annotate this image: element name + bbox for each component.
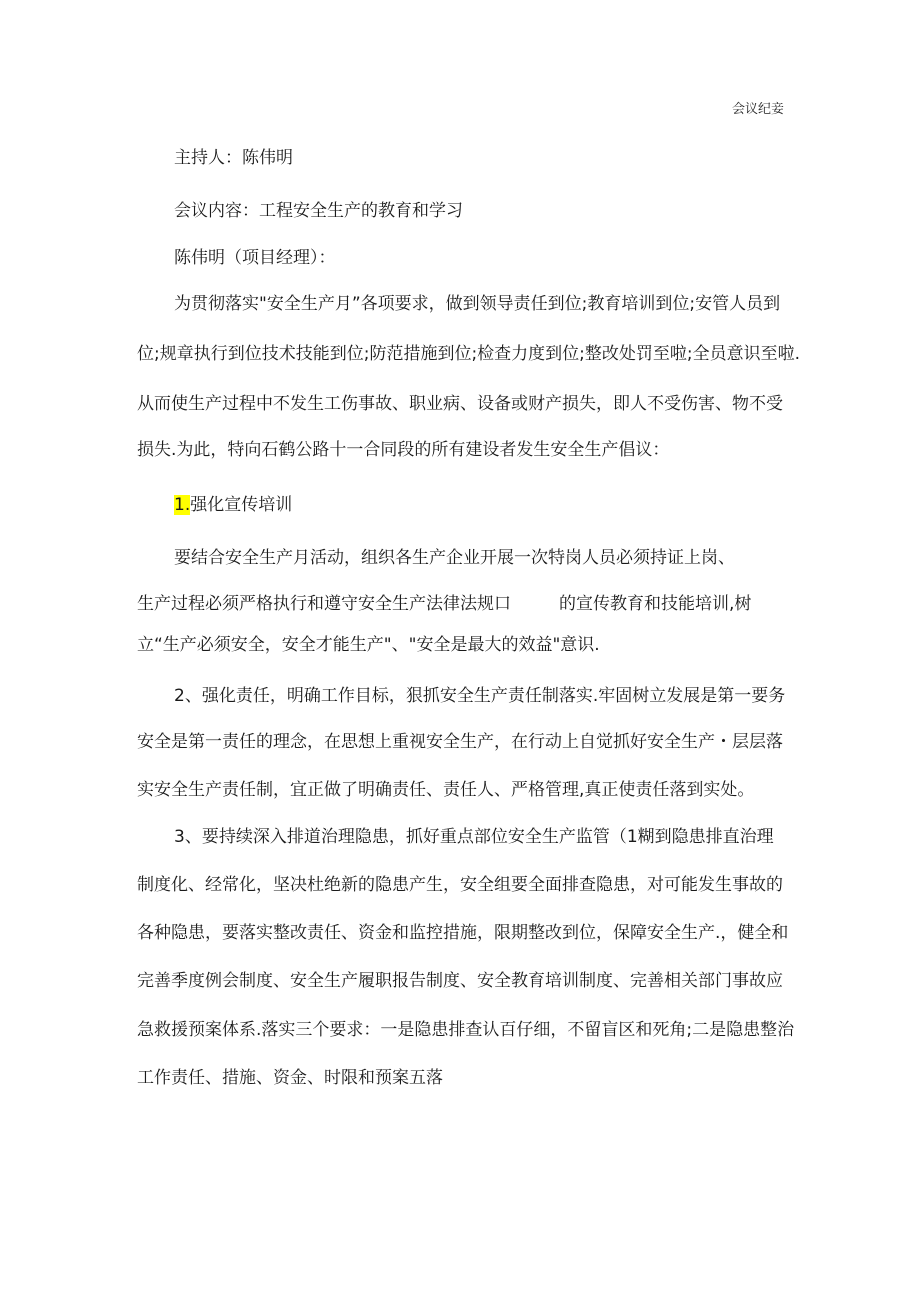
section-3-line-3: 各种隐患，要落实整改责任、资金和监控措施，限期整改到位，保障安全生产.，健全和 bbox=[137, 923, 789, 943]
intro-line-4: 损失.为此，特向石鹤公路十一合同段的所有建设者发生安全生产倡议： bbox=[137, 440, 670, 460]
section-1-line-2-part-b: 的宣传教育和技能培训,树 bbox=[559, 594, 752, 614]
meeting-content-line: 会议内容：工程安全生产的教育和学习 bbox=[174, 201, 463, 221]
intro-line-2: 位;规章执行到位技术技能到位;防范措施到位;检查力度到位;整改处罚至啦;全员意识至啦. bbox=[137, 344, 801, 364]
section-1-number-highlight: 1. bbox=[174, 495, 191, 515]
section-3-line-2: 制度化、经常化，坚决杜绝新的隐患产生，安全组要全面排查隐患，对可能发生事故的 bbox=[137, 875, 783, 895]
section-2-line-1: 2、强化责任，明确工作目标，狠抓安全生产责任制落实.牢固树立发展是第一要务 bbox=[174, 686, 786, 706]
section-3-line-5: 急救援预案体系.落实三个要求：一是隐患排查认百仔细，不留盲区和死角;二是隐患整治 bbox=[137, 1020, 795, 1040]
section-1-heading-text: 强化宣传培训 bbox=[190, 495, 293, 515]
section-2-line-2: 安全是第一责任的理念，在思想上重视安全生产，在行动上自觉抓好安全生产・层层落 bbox=[137, 732, 783, 752]
intro-line-3: 从而使生产过程中不发生工伤事故、职业病、设备或财产损失，即人不受伤害、物不受 bbox=[137, 394, 783, 414]
speaker-line: 陈伟明（项目经理）： bbox=[174, 248, 336, 268]
section-3-line-1: 3、要持续深入排道治理隐患，抓好重点部位安全生产监管（1糊到隐患排直治理 bbox=[174, 827, 774, 847]
section-1-line-2 bbox=[137, 592, 751, 616]
section-3-line-4: 完善季度例会制度、安全生产履职报告制度、安全教育培训制度、完善相关部门事故应 bbox=[137, 971, 783, 991]
section-1-line-2-part-a: 生产过程必须严格执行和遵守安全生产法律法规口 bbox=[137, 594, 511, 614]
section-2-line-3: 实安全生产责任制，宜正做了明确责任、责任人、严格管理,真正使责任落到实处。 bbox=[137, 780, 755, 800]
section-1-heading bbox=[174, 493, 292, 517]
section-3-line-6: 工作责任、措施、资金、时限和预案五落 bbox=[137, 1068, 443, 1088]
section-1-line-1: 要结合安全生产月活动，组织各生产企业开展一次特岗人员必须持证上岗、 bbox=[174, 548, 735, 568]
document-header-title: 会议纪妾 bbox=[731, 102, 784, 117]
host-line: 主持人：陈伟明 bbox=[174, 148, 293, 168]
intro-line-1: 为贯彻落实"安全生产月”各项要求，做到领导责任到位;教育培训到位;安管人员到 bbox=[174, 294, 781, 314]
section-1-line-3: 立“生产必须安全，安全才能生产"、"安全是最大的效益"意识. bbox=[137, 635, 600, 655]
